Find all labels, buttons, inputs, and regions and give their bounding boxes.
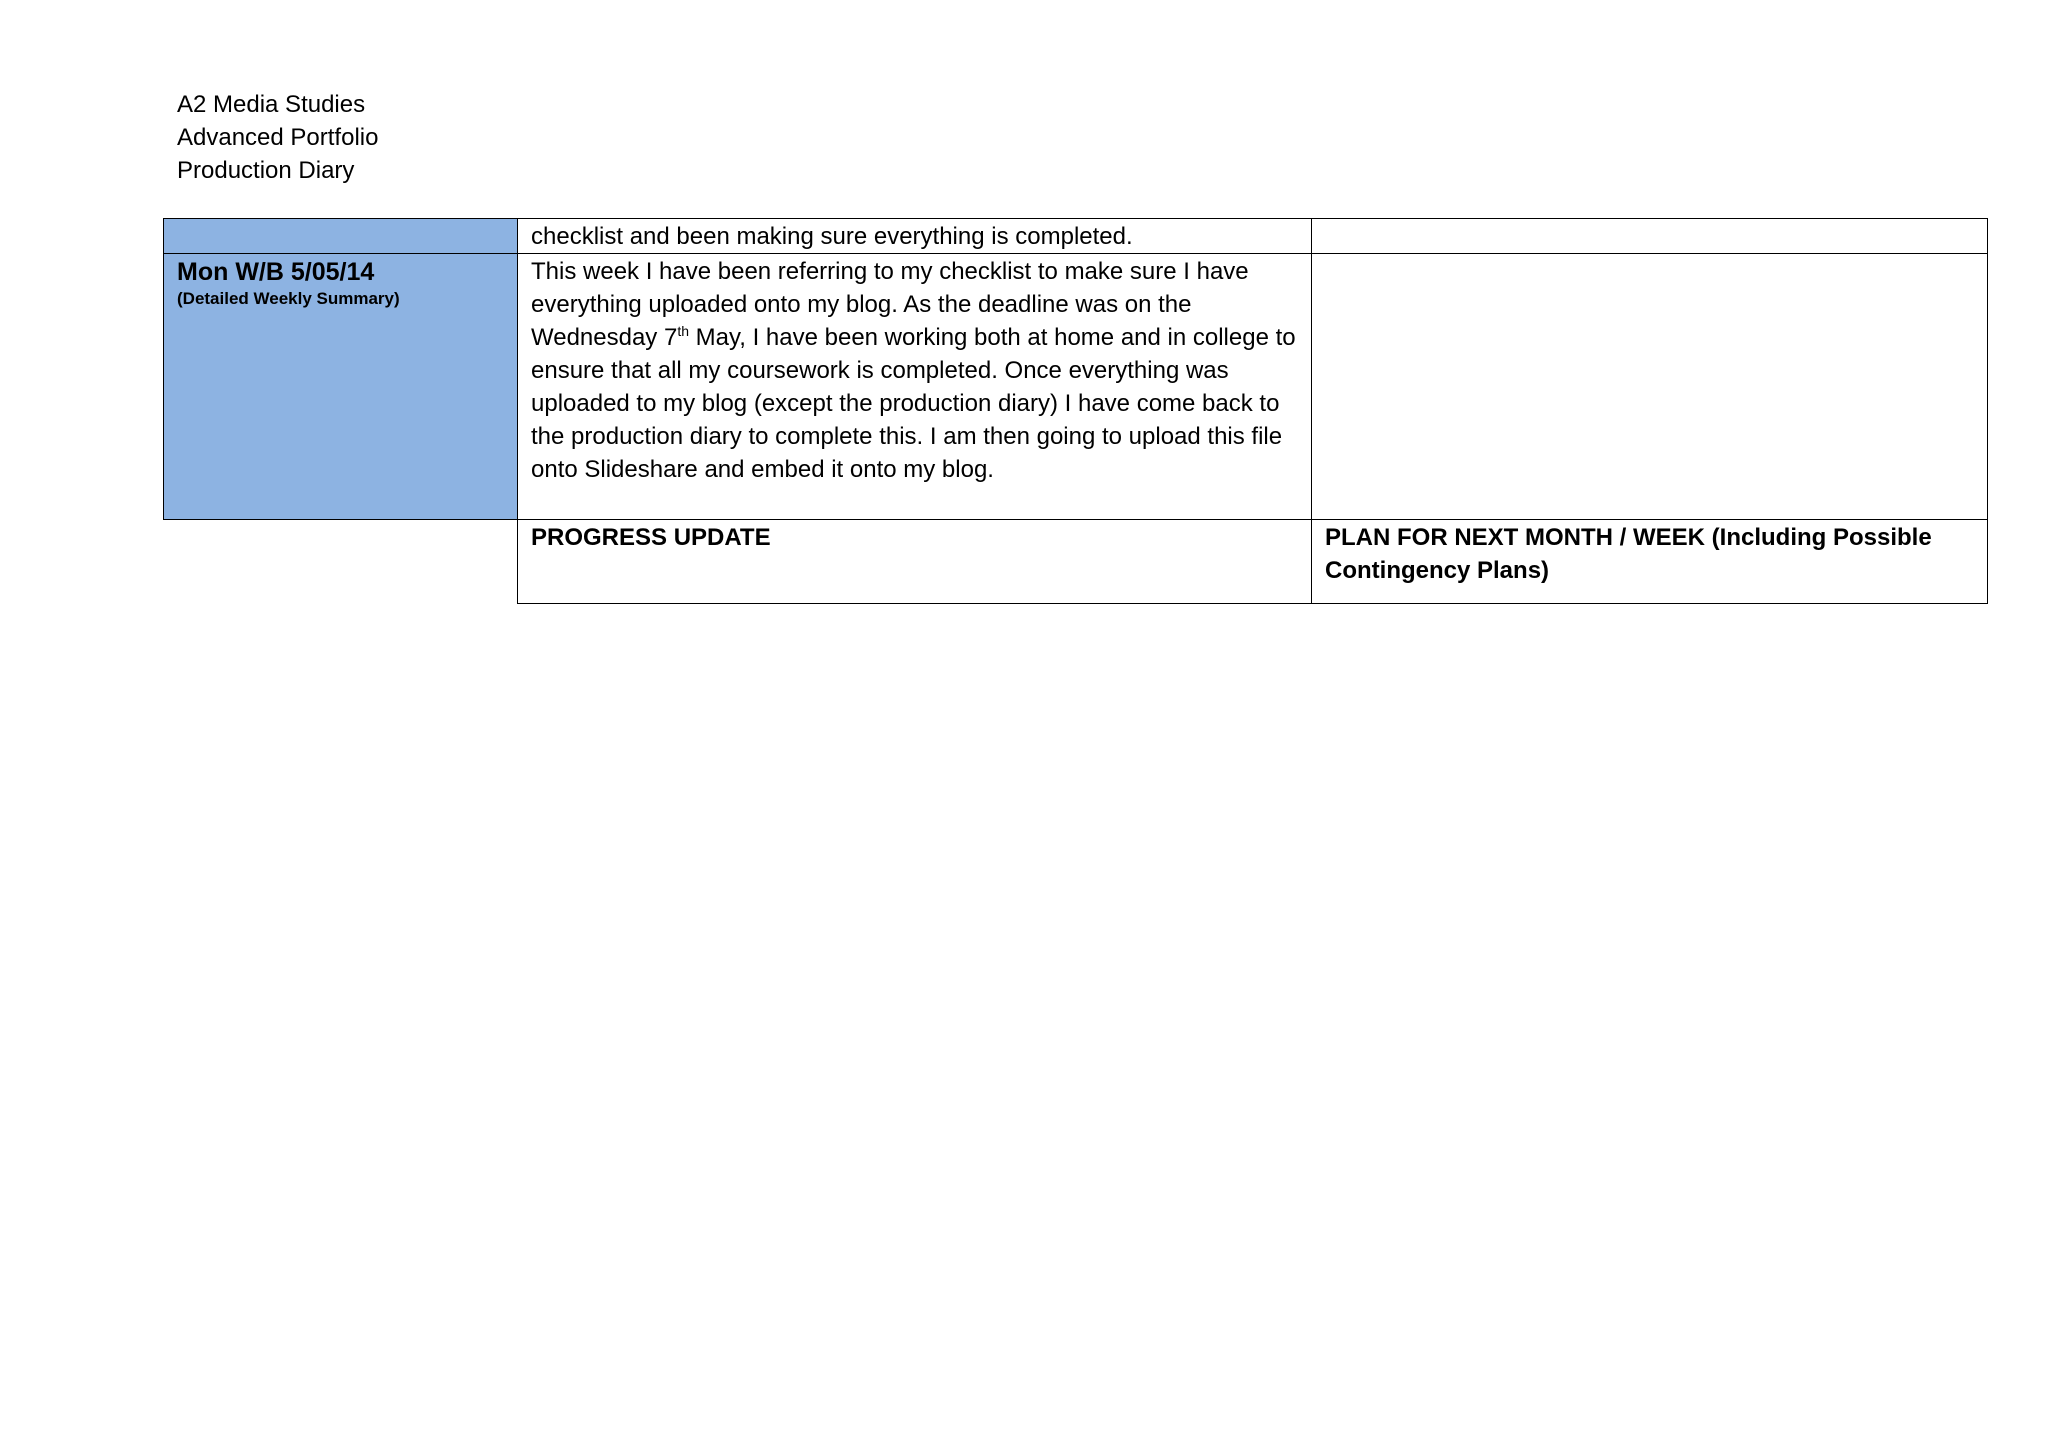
diary-title: Production Diary [177, 157, 355, 184]
table-row [164, 254, 1988, 520]
progress-update-cell [518, 520, 1312, 604]
course-title: A2 Media Studies [177, 91, 366, 118]
week-date-label: Mon W/B 5/05/14 [177, 258, 375, 286]
ordinal-suffix: th [677, 323, 690, 339]
table-row [164, 520, 1988, 604]
weekly-empty-cell [1312, 254, 1988, 520]
portfolio-title: Advanced Portfolio [177, 124, 379, 151]
weekly-summary-cell [518, 254, 1312, 520]
production-diary-table [163, 218, 1988, 604]
document-header [177, 88, 378, 187]
next-plan-label: PLAN FOR NEXT MONTH / WEEK (Including Possible Contingency Plans) [1325, 524, 1932, 584]
progress-update-label: PROGRESS UPDATE [531, 524, 771, 551]
weekly-summary-text-part2: May, I have been working both at home and in college to ensure that all my coursework is completed. Once everything was uploaded to my blog (except the production diary) I have come back to the production diary to complete this. I am then going to upload this file onto Slideshare and embed it onto my blog. [531, 324, 1296, 483]
table-row [164, 219, 1988, 254]
week-summary-sublabel: (Detailed Weekly Summary) [177, 289, 400, 308]
continued-summary-text: checklist and been making sure everything is completed. [531, 223, 1133, 250]
weekly-summary-text-part1: This week I have been referring to my checklist to make sure I have everything uploaded onto my blog. As the deadline was on the Wednesday 7 [531, 258, 1249, 351]
week-label-cell [164, 254, 518, 520]
continued-empty-cell [1312, 219, 1988, 254]
continued-summary-cell [518, 219, 1312, 254]
blank-spacer-cell [164, 520, 518, 604]
week-label-cell-continued [164, 219, 518, 254]
next-plan-cell [1312, 520, 1988, 604]
